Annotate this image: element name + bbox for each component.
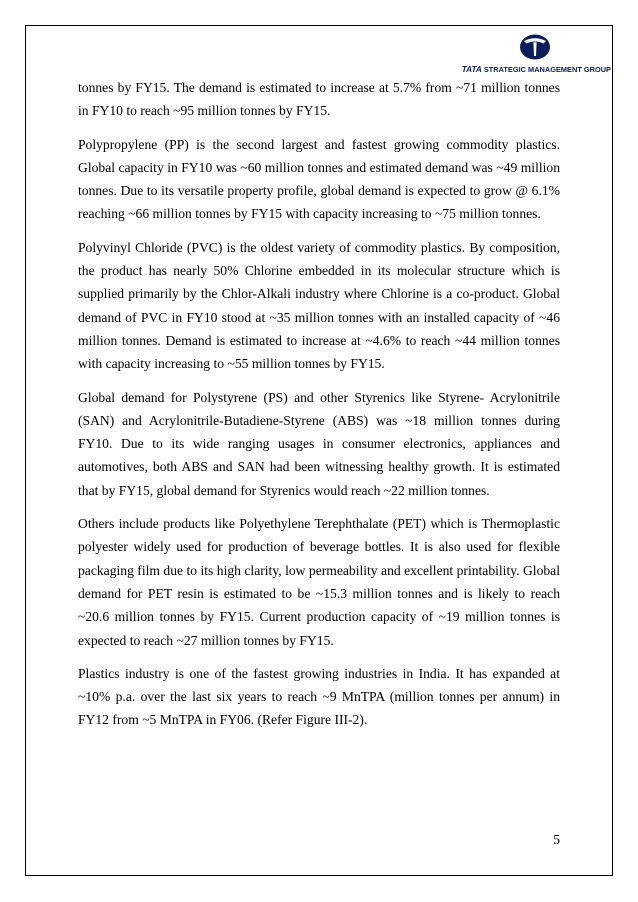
tata-logo bbox=[421, 33, 611, 77]
paragraph: Polyvinyl Chloride (PVC) is the oldest variety of commodity plastics. By composition, the product has nearly 50% Chlorine embedded in its molecular structure which is supplied primarily by the Chlor-Alkali industry where Chlorine is a co-product. Global demand of PVC in FY10 stood at ~35 million tonnes with an installed capacity of ~46 million tonnes. Demand is estimated to increase at ~4.6% to reach ~44 million tonnes with capacity increasing to ~55 million tonnes by FY15. bbox=[78, 239, 560, 372]
paragraph: Others include products like Polyethylene Terephthalate (PET) which is Thermoplastic polyester widely used for production of beverage bottles. It is also used for flexible packaging film due to its high clarity, low permeability and excellent printability. Global demand for PET resin is estimated to be ~15.3 million tonnes and is likely to reach ~20.6 million tonnes by FY15. Current production capacity of ~19 million tonnes is expected to reach ~27 million tonnes by FY15. bbox=[78, 516, 560, 648]
paragraph: Polypropylene (PP) is the second largest and fastest growing commodity plastics. Global capacity in FY10 was ~60 million tonnes and estimated demand was ~49 million tonnes. Due to its versatile property profile, global demand is expected to grow @ 6.1% reaching ~66 million tonnes by FY15 with capacity increasing to ~75 million tonnes. bbox=[78, 136, 560, 222]
logo-group: STRATEGIC MANAGEMENT GROUP bbox=[483, 65, 611, 74]
paragraph: Plastics industry is one of the fastest growing industries in India. It has expanded at ~10% p.a. over the last six years to reach ~9 MnTPA (million tonnes per annum) in FY12 from ~5 MnTPA in FY06. (Refer Figure III-2). bbox=[78, 665, 560, 728]
paragraph: tonnes by FY15. The demand is estimated to increase at 5.7% from ~71 million tonnes in FY10 to reach ~95 million tonnes by FY15. bbox=[78, 80, 560, 119]
logo-caption bbox=[462, 65, 611, 74]
logo-brand: TATA bbox=[461, 65, 482, 74]
body-text bbox=[78, 76, 560, 742]
paragraph: Global demand for Polystyrene (PS) and other Styrenics like Styrene- Acrylonitrile (SAN) and Acrylonitrile-Butadiene-Styrene (ABS) was ~18 million tonnes during FY10. Due to its wide ranging usages in consumer electronics, appliances and automotives, both ABS and SAN had been witnessing healthy growth. It is estimated that by FY15, global demand for Styrenics would reach ~22 million tonnes. bbox=[78, 389, 560, 498]
page-number: 5 bbox=[553, 832, 560, 847]
tata-emblem-icon bbox=[519, 33, 551, 61]
